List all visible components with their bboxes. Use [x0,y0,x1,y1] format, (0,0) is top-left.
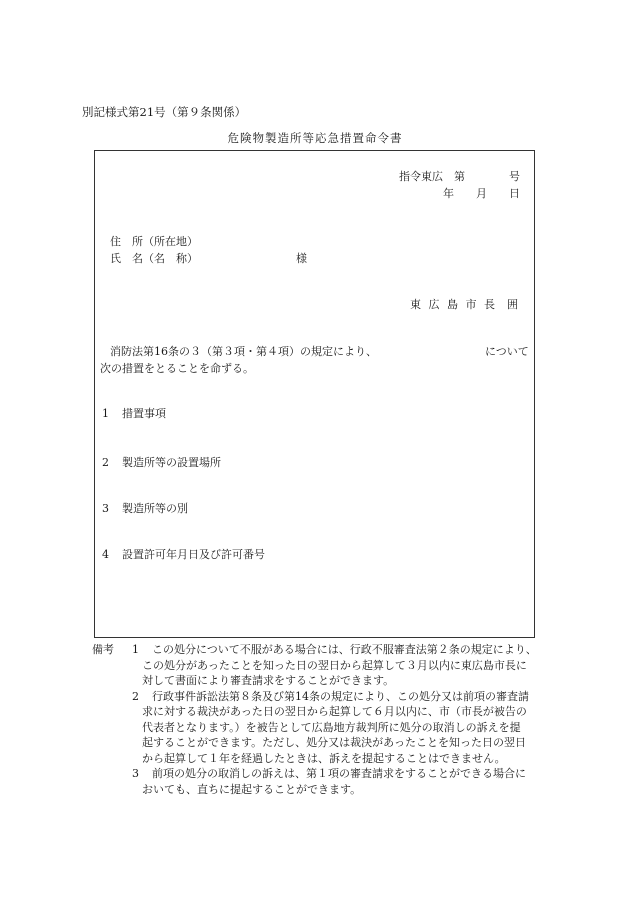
order-text-line-1-tail: について [485,345,529,358]
item-label: 製造所等の設置場所 [122,456,221,469]
item-measures [102,405,166,421]
document-number: 指令東広 第 号 [399,170,520,183]
document-date: 年 月 日 [443,187,520,200]
item-number: 3 [102,502,109,515]
note-1-line-2: この処分があったことを知った日の翌日から起算して３月以内に東広島市長に [142,658,527,672]
note-1-line-3: 対して書面により審査請求をすることができます。 [142,674,395,687]
remarks-label: 備考 [92,643,114,656]
note-2-line-2: 求に対する裁決があった日の翌日から起算して６月以内に、市（市長が被告の [142,705,527,718]
order-text-line-1: 消防法第16条の３（第３項・第４項）の規定により、 [110,345,377,358]
note-2-line-5: から起算して１年を経過したときは、訴えを提起することはできません。 [142,751,506,765]
note-1-line-1: この処分について不服がある場合には、行政不服審査法第２条の規定により、 [152,643,537,656]
form-number-label: 別記様式第21号（第９条関係） [82,105,247,119]
item-facility-type [102,500,188,516]
note-3-line-1: 前項の処分の取消しの訴えは、第１項の審査請求をすることができる場合に [152,767,526,780]
issuer-name: 東 広 島 市 長 [410,298,497,311]
note-number: 1 [132,643,139,656]
item-number: 4 [102,548,109,561]
item-permit [102,546,265,562]
item-label: 措置事項 [122,407,166,420]
item-label: 製造所等の別 [122,502,188,515]
issuer-block [410,296,520,312]
note-3-line-2: おいても、直ちに提起することができます。 [142,782,362,796]
form-frame [94,150,535,638]
note-number: 3 [132,767,139,780]
note-2-line-1: 行政事件訴訟法第８条及び第14条の規定により、この処分又は前項の審査請 [152,689,529,703]
seal-mark: 囲 [507,298,520,311]
page-title: 危険物製造所等応急措置命令書 [227,131,403,145]
honorific: 様 [296,252,307,265]
note-2-line-4: 起することができます。ただし、処分又は裁決があったことを知った日の翌日 [142,736,527,749]
name-label: 氏 名（名 称） [110,252,198,265]
item-label: 設置許可年月日及び許可番号 [122,548,265,561]
item-number: 2 [102,456,109,469]
order-text-line-2: 次の措置をとることを命ずる。 [100,362,254,375]
note-number: 2 [132,689,139,703]
address-label: 住 所（所在地） [110,235,198,248]
item-number: 1 [102,407,109,420]
note-2-line-3: 代表者となります。）を被告として広島地方裁判所に処分の取消しの訴えを提 [142,720,521,734]
item-location [102,454,221,470]
